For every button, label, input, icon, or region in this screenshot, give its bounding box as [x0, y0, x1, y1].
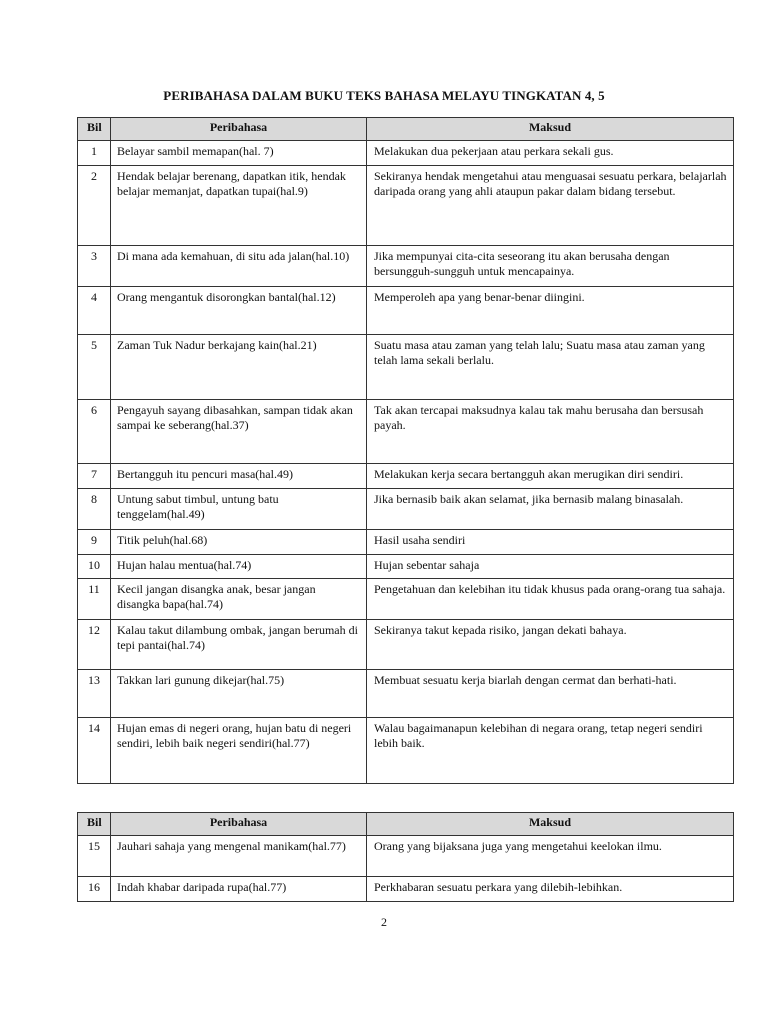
meaning-cell: Jika bernasib baik akan selamat, jika bernasib malang binasalah. — [367, 489, 734, 530]
meaning-cell: Pengetahuan dan kelebihan itu tidak khusus pada orang-orang tua sahaja. — [367, 579, 734, 620]
proverb-cell: Titik peluh(hal.68) — [111, 530, 367, 555]
row-number: 7 — [78, 464, 111, 489]
proverb-cell: Jauhari sahaja yang mengenal manikam(hal.77) — [111, 836, 367, 877]
meaning-cell: Hujan sebentar sahaja — [367, 555, 734, 579]
row-number: 9 — [78, 530, 111, 555]
meaning-cell: Sekiranya takut kepada risiko, jangan dekati bahaya. — [367, 620, 734, 670]
row-number: 16 — [78, 877, 111, 902]
row-number: 1 — [78, 141, 111, 166]
row-number: 4 — [78, 287, 111, 335]
row-number: 14 — [78, 718, 111, 784]
column-header-peribahasa: Peribahasa — [111, 813, 367, 836]
meaning-cell: Jika mempunyai cita-cita seseorang itu akan berusaha dengan bersungguh-sungguh untuk mencapainya. — [367, 246, 734, 287]
row-number: 6 — [78, 400, 111, 464]
meaning-cell: Orang yang bijaksana juga yang mengetahui keelokan ilmu. — [367, 836, 734, 877]
page-title: PERIBAHASA DALAM BUKU TEKS BAHASA MELAYU TINGKATAN 4, 5 — [163, 88, 605, 103]
row-number: 12 — [78, 620, 111, 670]
row-number: 11 — [78, 579, 111, 620]
column-header-maksud: Maksud — [367, 118, 734, 141]
proverb-cell: Hujan emas di negeri orang, hujan batu di negeri sendiri, lebih baik negeri sendiri(hal.77) — [111, 718, 367, 784]
table-row — [78, 877, 734, 902]
column-header-bil: Bil — [78, 813, 111, 836]
table-row — [78, 670, 734, 718]
proverb-table — [77, 117, 734, 784]
table-row — [78, 530, 734, 555]
row-number: 10 — [78, 555, 111, 579]
meaning-cell: Perkhabaran sesuatu perkara yang dilebih-lebihkan. — [367, 877, 734, 902]
column-header-peribahasa: Peribahasa — [111, 118, 367, 141]
table-row — [78, 335, 734, 400]
table-header-row — [78, 813, 734, 836]
table-row — [78, 555, 734, 579]
meaning-cell: Sekiranya hendak mengetahui atau menguasai sesuatu perkara, belajarlah daripada orang yang ahli ataupun pakar dalam bidang tersebut. — [367, 166, 734, 246]
row-number: 15 — [78, 836, 111, 877]
proverb-cell: Pengayuh sayang dibasahkan, sampan tidak akan sampai ke seberang(hal.37) — [111, 400, 367, 464]
row-number: 13 — [78, 670, 111, 718]
page-number: 2 — [381, 915, 387, 929]
proverb-cell: Kecil jangan disangka anak, besar jangan disangka bapa(hal.74) — [111, 579, 367, 620]
table-row — [78, 489, 734, 530]
proverb-table-continued — [77, 812, 734, 902]
table-header-row — [78, 118, 734, 141]
table-row — [78, 836, 734, 877]
proverb-cell: Belayar sambil memapan(hal. 7) — [111, 141, 367, 166]
column-header-bil: Bil — [78, 118, 111, 141]
row-number: 3 — [78, 246, 111, 287]
table-row — [78, 718, 734, 784]
table-row — [78, 166, 734, 246]
meaning-cell: Tak akan tercapai maksudnya kalau tak mahu berusaha dan bersusah payah. — [367, 400, 734, 464]
row-number: 5 — [78, 335, 111, 400]
row-number: 8 — [78, 489, 111, 530]
meaning-cell: Hasil usaha sendiri — [367, 530, 734, 555]
meaning-cell: Suatu masa atau zaman yang telah lalu; Suatu masa atau zaman yang telah lama sekali berlalu. — [367, 335, 734, 400]
proverb-cell: Orang mengantuk disorongkan bantal(hal.12) — [111, 287, 367, 335]
column-header-maksud: Maksud — [367, 813, 734, 836]
proverb-cell: Untung sabut timbul, untung batu tenggelam(hal.49) — [111, 489, 367, 530]
meaning-cell: Memperoleh apa yang benar-benar diingini. — [367, 287, 734, 335]
table-row — [78, 141, 734, 166]
proverb-cell: Di mana ada kemahuan, di situ ada jalan(hal.10) — [111, 246, 367, 287]
table-row — [78, 579, 734, 620]
proverb-cell: Zaman Tuk Nadur berkajang kain(hal.21) — [111, 335, 367, 400]
proverb-cell: Kalau takut dilambung ombak, jangan berumah di tepi pantai(hal.74) — [111, 620, 367, 670]
table-row — [78, 464, 734, 489]
proverb-cell: Hujan halau mentua(hal.74) — [111, 555, 367, 579]
table-row — [78, 287, 734, 335]
proverb-cell: Bertangguh itu pencuri masa(hal.49) — [111, 464, 367, 489]
meaning-cell: Melakukan dua pekerjaan atau perkara sekali gus. — [367, 141, 734, 166]
row-number: 2 — [78, 166, 111, 246]
table-row — [78, 400, 734, 464]
meaning-cell: Melakukan kerja secara bertangguh akan merugikan diri sendiri. — [367, 464, 734, 489]
proverb-cell: Hendak belajar berenang, dapatkan itik, hendak belajar memanjat, dapatkan tupai(hal.9) — [111, 166, 367, 246]
table-row — [78, 246, 734, 287]
proverb-cell: Indah khabar daripada rupa(hal.77) — [111, 877, 367, 902]
meaning-cell: Membuat sesuatu kerja biarlah dengan cermat dan berhati-hati. — [367, 670, 734, 718]
meaning-cell: Walau bagaimanapun kelebihan di negara orang, tetap negeri sendiri lebih baik. — [367, 718, 734, 784]
table-row — [78, 620, 734, 670]
proverb-cell: Takkan lari gunung dikejar(hal.75) — [111, 670, 367, 718]
